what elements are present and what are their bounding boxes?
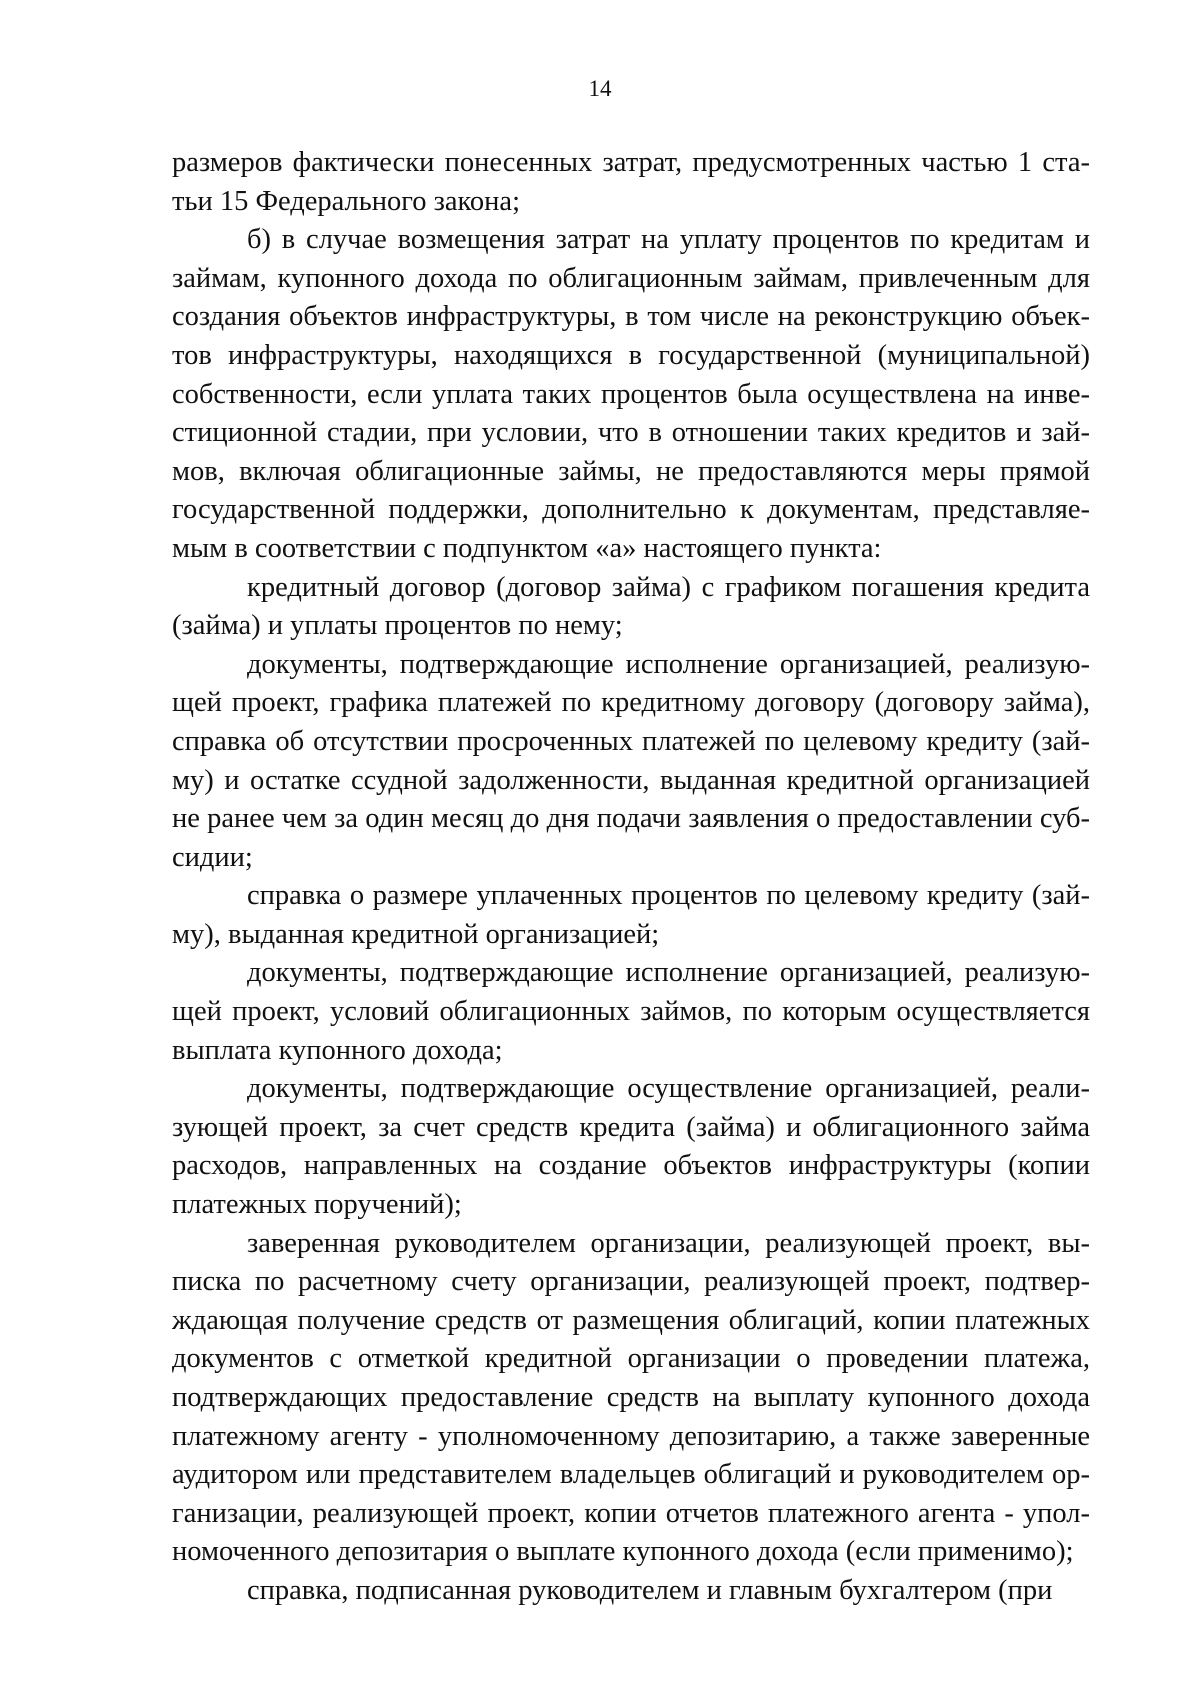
text-line: документов с отметкой кредитной организации о проведении платежа,: [172, 1343, 1090, 1375]
text-line: мым в соответствии с подпунктом «а» настоящего пункта:: [172, 532, 882, 564]
text-line: документы, подтверждающие исполнение организацией, реализую-: [247, 957, 1090, 989]
text-line: ждающая получение средств от размещения облигаций, копии платежных: [172, 1304, 1090, 1336]
text-line: заверенная руководителем организации, реализующей проект, вы-: [247, 1227, 1090, 1259]
text-line: аудитором или представителем владельцев облигаций и руководителем ор-: [172, 1459, 1090, 1491]
text-line: писка по расчетному счету организации, реализующей проект, подтвер-: [172, 1266, 1090, 1298]
text-line: кредитный договор (договор займа) с графиком погашения кредита: [247, 571, 1090, 603]
text-line: расходов, направленных на создание объектов инфраструктуры (копии: [172, 1150, 1090, 1182]
text-line: номоченного депозитария о выплате купонного дохода (если применимо);: [172, 1536, 1074, 1568]
paragraph: [172, 646, 1090, 878]
text-line: государственной поддержки, дополнительно к документам, представляе-: [172, 494, 1090, 526]
paragraph: [172, 1225, 1090, 1572]
text-line: ганизации, реализующей проект, копии отчетов платежного агента - упол-: [172, 1497, 1090, 1529]
text-line: платежному агенту - уполномоченному депозитарию, а также заверенные: [172, 1420, 1090, 1452]
text-line: подтверждающих предоставление средств на выплату купонного дохода: [172, 1382, 1090, 1413]
paragraph: [172, 1070, 1090, 1224]
text-line: мов, включая облигационные займы, не предоставляются меры прямой: [172, 455, 1090, 487]
paragraph: [172, 569, 1090, 646]
paragraph: [172, 1572, 1090, 1611]
text-line: щей проект, графика платежей по кредитному договору (договору займа),: [172, 687, 1090, 719]
paragraph: [172, 954, 1090, 1070]
text-line: стиционной стадии, при условии, что в отношении таких кредитов и зай-: [172, 417, 1090, 449]
text-line: сидии;: [172, 841, 253, 873]
text-line: тьи 15 Федерального закона;: [172, 185, 520, 217]
text-line: му), выданная кредитной организацией;: [172, 918, 660, 950]
text-line: му) и остатке ссудной задолженности, выданная кредитной организацией: [172, 764, 1090, 796]
text-line: тов инфраструктуры, находящихся в государственной (муниципальной): [172, 339, 1090, 371]
text-line: выплата купонного дохода;: [172, 1034, 503, 1066]
page-number: 14: [588, 76, 612, 101]
text-line: создания объектов инфраструктуры, в том числе на реконструкцию объек-: [172, 301, 1090, 333]
text-line: справка о размере уплаченных процентов по целевому кредиту (зай-: [247, 880, 1090, 912]
text-line: (займа) и уплаты процентов по нему;: [172, 610, 623, 642]
paragraph: [172, 221, 1090, 568]
text-line: б) в случае возмещения затрат на уплату процентов по кредитам и: [247, 224, 1090, 256]
text-line: документы, подтверждающие осуществление организацией, реали-: [247, 1073, 1090, 1105]
text-line: не ранее чем за один месяц до дня подачи заявления о предоставлении суб-: [172, 803, 1090, 835]
text-line: размеров фактически понесенных затрат, предусмотренных частью 1 ста-: [172, 147, 1090, 178]
text-line: займам, купонного дохода по облигационным займам, привлеченным для: [172, 262, 1090, 294]
text-line: документы, подтверждающие исполнение организацией, реализую-: [247, 648, 1090, 680]
text-line: собственности, если уплата таких процентов была осуществлена на инве-: [172, 378, 1090, 410]
text-line: платежных поручений);: [172, 1189, 462, 1221]
document-body: [172, 144, 1090, 1611]
text-line: зующей проект, за счет средств кредита (займа) и облигационного займа: [172, 1111, 1090, 1143]
paragraph: [172, 144, 1090, 221]
paragraph: [172, 877, 1090, 954]
text-line: справка, подписанная руководителем и главным бухгалтером (при: [247, 1574, 1053, 1606]
text-line: справка об отсутствии просроченных платежей по целевому кредиту (зай-: [172, 725, 1090, 757]
text-line: щей проект, условий облигационных займов, по которым осуществляется: [172, 996, 1090, 1028]
